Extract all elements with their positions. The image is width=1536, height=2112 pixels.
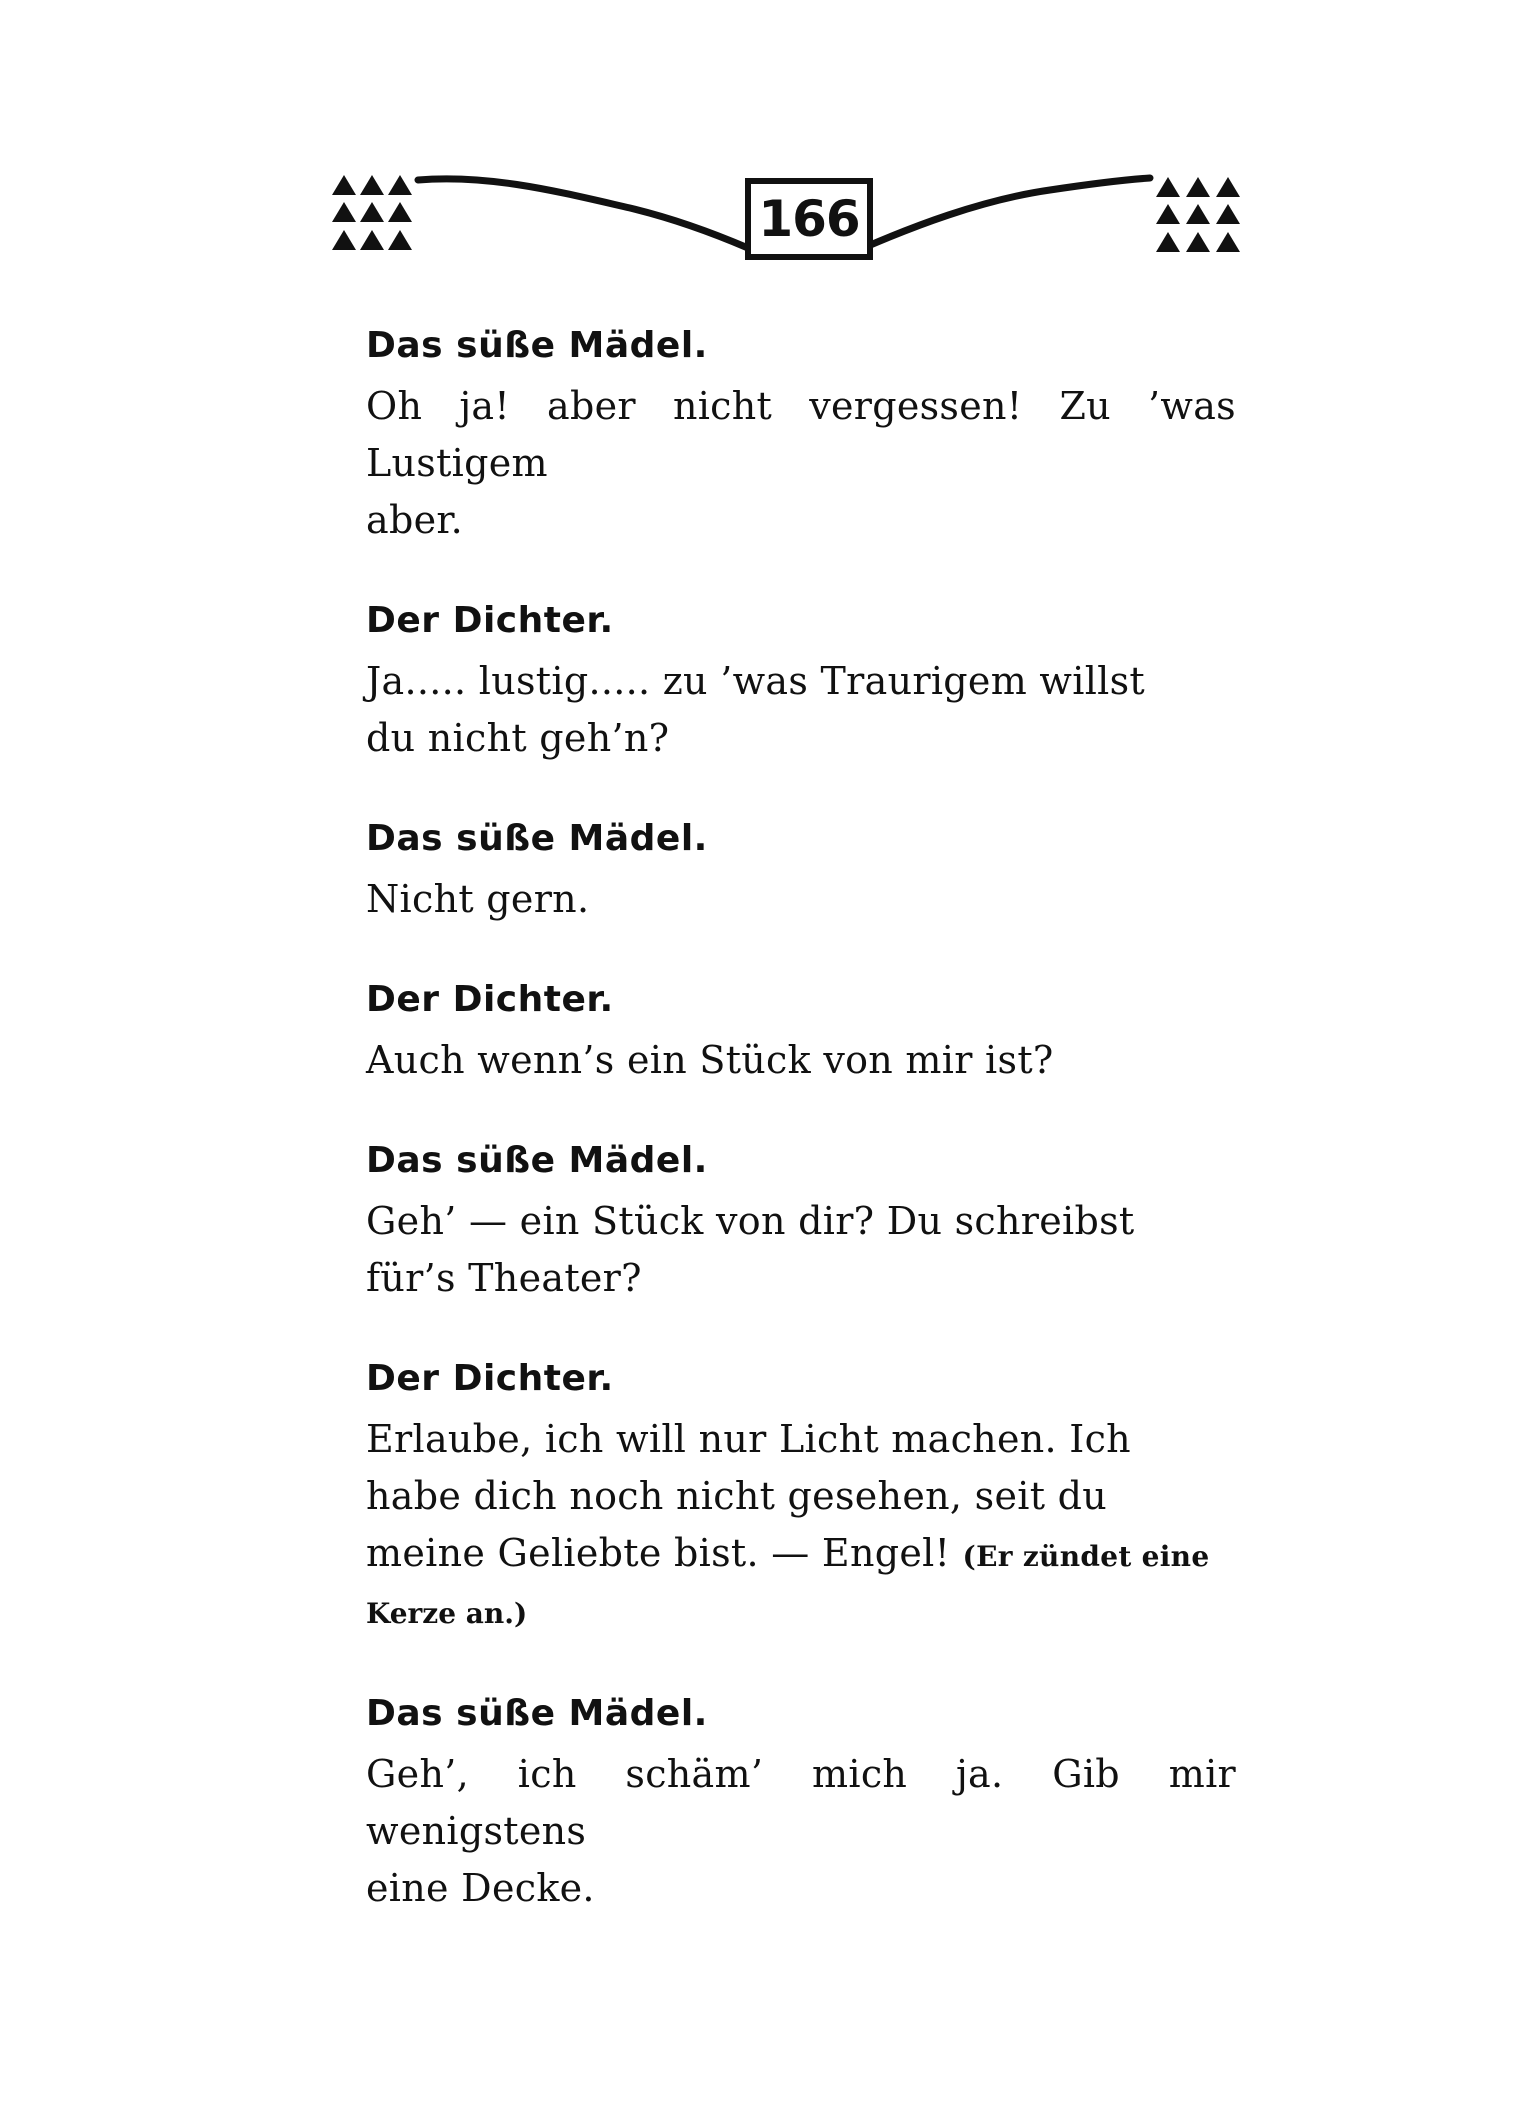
speech-block xyxy=(366,974,1236,1089)
speaker-name: Das süße Mädel. xyxy=(366,325,708,366)
stage-direction: (Er zündet eine xyxy=(962,1540,1210,1573)
triangle-cluster-left-icon xyxy=(332,175,412,250)
speaker-name: Das süße Mädel. xyxy=(366,818,708,859)
speech-block xyxy=(366,595,1236,767)
dialogue-line: Nicht gern. xyxy=(366,877,590,921)
speaker-name: Das süße Mädel. xyxy=(366,1140,708,1181)
speaker-name: Das süße Mädel. xyxy=(366,1693,708,1734)
dialogue-line: für’s Theater? xyxy=(366,1256,642,1300)
triangle-cluster-right-icon xyxy=(1156,177,1240,252)
speaker-name: Der Dichter. xyxy=(366,600,614,641)
dialogue-line: Auch wenn’s ein Stück von mir ist? xyxy=(366,1038,1054,1082)
dialogue-line: du nicht geh’n? xyxy=(366,716,670,760)
dialogue-line: Geh’ — ein Stück von dir? Du schreibst xyxy=(366,1199,1135,1243)
dialogue-line: aber. xyxy=(366,498,464,542)
dialogue-line-text: meine Geliebte bist. — Engel! xyxy=(366,1531,951,1575)
dialogue-line xyxy=(366,1525,1236,1585)
dialogue-line: habe dich noch nicht gesehen, seit du xyxy=(366,1474,1108,1518)
dialogue-line: Erlaube, ich will nur Licht machen. Ich xyxy=(366,1417,1131,1461)
speaker-name: Der Dichter. xyxy=(366,1358,614,1399)
speech-block xyxy=(366,813,1236,928)
stage-direction: Kerze an.) xyxy=(366,1597,528,1630)
speaker-name: Der Dichter. xyxy=(366,979,614,1020)
left-swash-line xyxy=(418,179,748,248)
dialogue-line: Geh’, ich schäm’ mich ja. Gib mir wenigstens xyxy=(366,1752,1236,1853)
dialogue-line: Ja..... lustig..... zu ’was Traurigem willst xyxy=(366,659,1145,703)
page-header xyxy=(330,170,1280,270)
right-swash-line xyxy=(868,178,1150,246)
page-number: 166 xyxy=(758,190,860,248)
speech-block xyxy=(366,1688,1236,1917)
speech-block xyxy=(366,1353,1236,1642)
speech-block xyxy=(366,1135,1236,1307)
dialogue-line: Oh ja! aber nicht vergessen! Zu ’was Lustigem xyxy=(366,384,1236,485)
dialogue-line: eine Decke. xyxy=(366,1866,595,1910)
speech-block xyxy=(366,320,1236,549)
dialogue-text xyxy=(366,320,1236,1963)
page-number-box xyxy=(745,178,873,260)
